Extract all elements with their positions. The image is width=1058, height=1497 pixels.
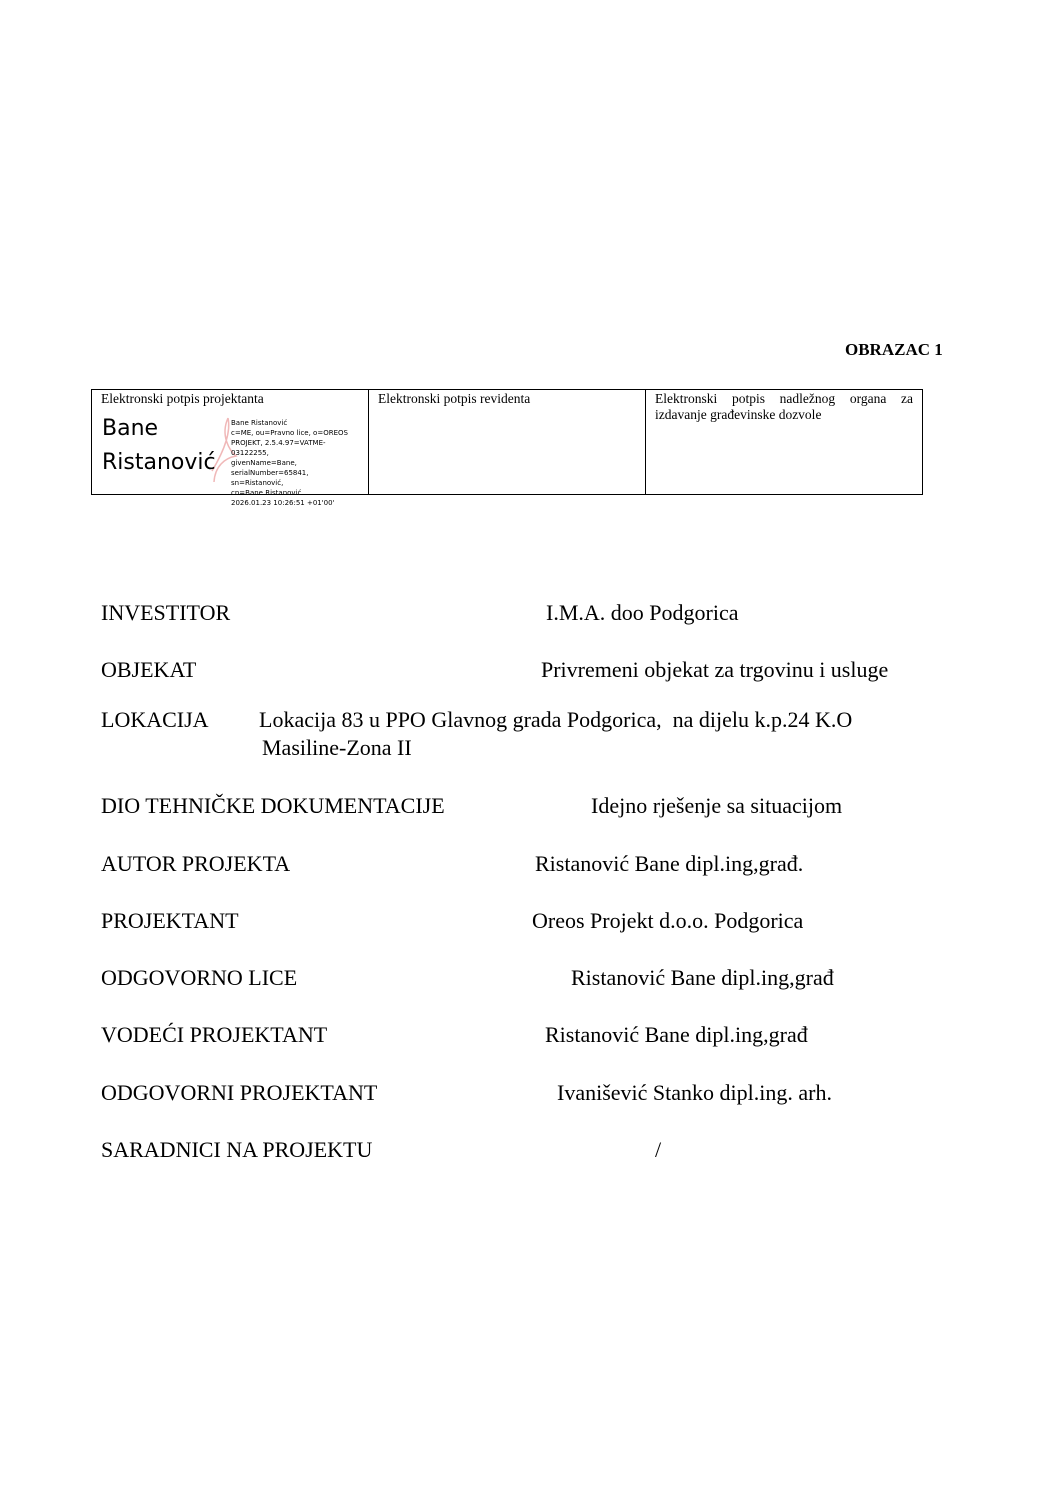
field-label: PROJEKTANT	[101, 908, 239, 933]
signature-name-line: Bane	[102, 416, 159, 441]
field-value: Privremeni objekat za trgovinu i usluge	[541, 657, 889, 682]
signature-detail-line: serialNumber=65841, sn=Ristanović,	[231, 469, 309, 487]
signature-table	[91, 389, 923, 507]
signature-name-line: Ristanović	[102, 450, 216, 475]
field-value: Ristanović Bane dipl.ing,građ.	[535, 851, 804, 876]
signature-detail-line: PROJEKT, 2.5.4.97=VATME-03122255,	[231, 439, 326, 457]
signature-detail-line: Bane Ristanović	[231, 419, 288, 427]
designer-signature-name	[102, 412, 216, 480]
designer-signature-header: Elektronski potpis projektanta	[101, 391, 264, 406]
field-label: OBJEKAT	[101, 657, 197, 682]
field-value: /	[655, 1137, 662, 1162]
field-value: Oreos Projekt d.o.o. Podgorica	[532, 908, 804, 933]
field-label: AUTOR PROJEKTA	[101, 851, 291, 876]
field-value: I.M.A. doo Podgorica	[546, 600, 739, 625]
field-label: DIO TEHNIČKE DOKUMENTACIJE	[101, 793, 445, 818]
signature-detail-line: c=ME, ou=Pravno lice, o=OREOS	[231, 429, 348, 437]
signature-detail-line: cn=Bane Ristanović	[231, 489, 302, 497]
authority-signature-cell	[646, 390, 923, 495]
field-value: Ristanović Bane dipl.ing,građ	[571, 965, 834, 990]
field-label: VODEĆI PROJEKTANT	[101, 1022, 328, 1047]
field-label: SARADNICI NA PROJEKTU	[101, 1137, 373, 1162]
field-value: Lokacija 83 u PPO Glavnog grada Podgorica, na dijelu k.p.24 K.O	[259, 707, 853, 732]
field-label: ODGOVORNI PROJEKTANT	[101, 1080, 378, 1105]
reviewer-signature-header: Elektronski potpis revidenta	[378, 391, 531, 406]
field-value: Ristanović Bane dipl.ing,građ	[545, 1022, 808, 1047]
field-label: LOKACIJA	[101, 707, 209, 732]
signature-detail-line: givenName=Bane,	[231, 459, 297, 467]
authority-signature-header: Elektronski potpis nadležnog organa za izdavanje građevinske dozvole	[655, 391, 913, 422]
reviewer-signature-cell	[369, 390, 646, 495]
designer-signature-details	[231, 418, 361, 508]
field-label: ODGOVORNO LICE	[101, 965, 298, 990]
field-value-continued: Masiline-Zona II	[262, 735, 412, 760]
form-label: OBRAZAC 1	[845, 340, 943, 359]
field-label: INVESTITOR	[101, 600, 231, 625]
field-value: Idejno rješenje sa situacijom	[591, 793, 843, 818]
field-value: Ivanišević Stanko dipl.ing. arh.	[557, 1080, 832, 1105]
designer-signature-cell	[92, 390, 369, 507]
signature-detail-line: 2026.01.23 10:26:51 +01'00'	[231, 499, 335, 507]
